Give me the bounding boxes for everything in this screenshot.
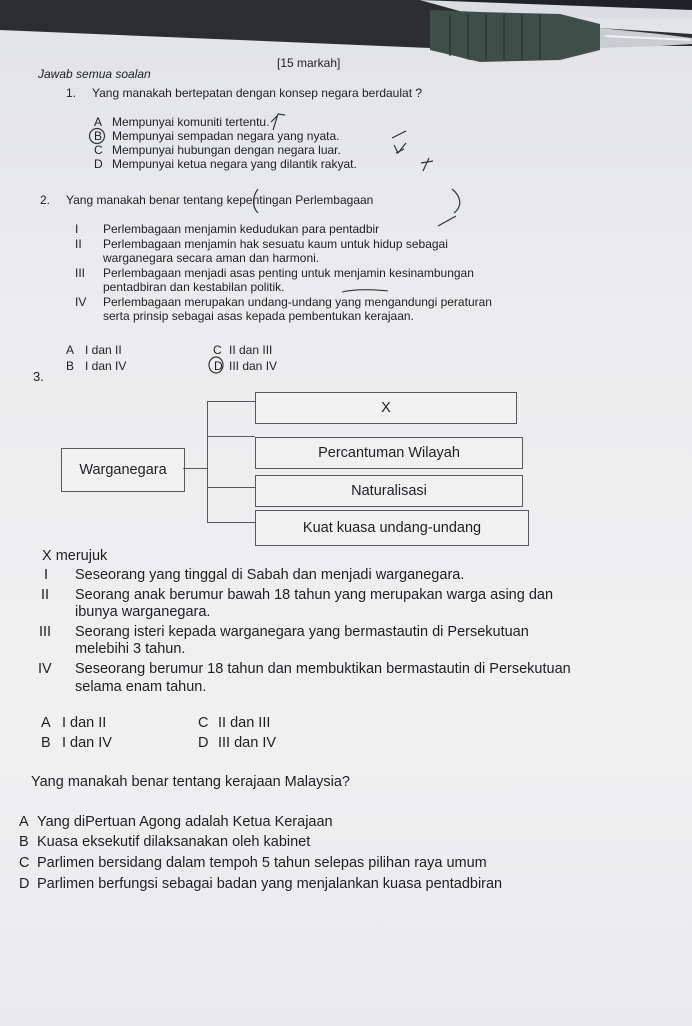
- diagram-branch-percantuman: Percantuman Wilayah: [255, 437, 523, 469]
- instruction-text: Jawab semua soalan: [38, 67, 151, 81]
- q4-option-a-letter: A: [19, 814, 29, 830]
- q4-question: Yang manakah benar tentang kerajaan Malaysia?: [31, 774, 350, 790]
- q3-statement-2-line1: Seorang anak berumur bawah 18 tahun yang merupakan warga asing dan: [75, 587, 554, 603]
- diagram-branch-x: X: [255, 392, 517, 424]
- q3-choice-c: II dan III: [218, 715, 271, 731]
- q2-question: Yang manakah benar tentang kepentingan Perlembagaan: [66, 193, 374, 207]
- q3-choice-b-letter: B: [41, 735, 51, 751]
- q1-option-c-letter: C: [94, 143, 103, 157]
- q4-option-d-letter: D: [19, 876, 30, 892]
- q3-statement-3-line2: melebihi 3 tahun.: [75, 641, 186, 657]
- q2-statement-4-line2: serta prinsip sebagai asas kepada pembentukan kerajaan.: [103, 309, 414, 323]
- q2-statement-4-num: IV: [75, 295, 87, 309]
- q3-choice-a: I dan II: [62, 715, 107, 731]
- q2-statement-3-line1: Perlembagaan menjadi asas penting untuk menjamin kesinambungan: [103, 266, 474, 280]
- diagram-arrow: [207, 487, 255, 488]
- q3-statement-1: Seseorang yang tinggal di Sabah dan menjadi warganegara.: [75, 567, 465, 583]
- q3-number: 3.: [33, 369, 44, 384]
- q3-statement-2-line2: ibunya warganegara.: [75, 604, 211, 620]
- tick-mark-icon: [418, 155, 436, 173]
- q2-choice-c: II dan III: [229, 343, 273, 357]
- q2-choice-b-letter: B: [66, 359, 75, 373]
- circled-answer-icon: [88, 127, 106, 145]
- diagram-arrow: [207, 522, 255, 523]
- diagram-root-warganegara: [61, 448, 185, 492]
- diagram-root-label: Warganegara: [79, 462, 167, 478]
- diagram-arrow: [207, 401, 255, 402]
- q3-statement-3-num: III: [39, 624, 52, 640]
- q2-statement-4-line1: Perlembagaan merupakan undang-undang yang mengandungi peraturan: [103, 295, 492, 309]
- q1-question: Yang manakah bertepatan dengan konsep negara berdaulat ?: [92, 86, 423, 100]
- tick-mark-icon: [436, 214, 458, 234]
- q3-choice-d-letter: D: [198, 735, 209, 751]
- circled-answer-icon: [207, 355, 225, 375]
- q3-statement-3-line1: Seorang isteri kepada warganegara yang bermastautin di Persekutuan: [75, 624, 529, 640]
- diagram-arrow: [207, 436, 255, 437]
- q2-statement-2-num: II: [75, 237, 82, 251]
- q2-choice-a-letter: A: [66, 343, 75, 357]
- q2-choice-d: III dan IV: [229, 359, 278, 373]
- q3-statement-4-num: IV: [38, 661, 52, 677]
- q2-choice-b: I dan IV: [85, 359, 127, 373]
- q4-option-b-letter: B: [19, 834, 29, 850]
- q1-option-d: Mempunyai ketua negara yang dilantik rakyat.: [112, 157, 357, 171]
- q3-choice-a-letter: A: [41, 715, 51, 731]
- diagram-branch-kuat-kuasa: Kuat kuasa undang-undang: [255, 510, 529, 546]
- q2-statement-1-num: I: [75, 222, 79, 236]
- q4-option-c: Parlimen bersidang dalam tempoh 5 tahun selepas pilihan raya umum: [37, 855, 487, 871]
- q2-number: 2.: [40, 193, 51, 207]
- q4-option-b: Kuasa eksekutif dilaksanakan oleh kabinet: [37, 834, 311, 850]
- q3-choice-d: III dan IV: [218, 735, 277, 751]
- q2-statement-2-line2: warganegara secara aman dan harmoni.: [103, 251, 320, 265]
- tick-mark-icon: [390, 128, 408, 142]
- q2-statement-3-line2: pentadbiran dan kestabilan politik.: [103, 280, 285, 294]
- q2-statement-3-num: III: [75, 266, 86, 280]
- q3-statement-4-line2: selama enam tahun.: [75, 679, 207, 695]
- q1-option-d-letter: D: [94, 157, 103, 171]
- q4-option-d: Parlimen berfungsi sebagai badan yang menjalankan kuasa pentadbiran: [37, 876, 503, 892]
- underline-mark: [340, 286, 390, 296]
- q3-choice-b: I dan IV: [62, 735, 112, 751]
- diagram-branch-naturalisasi: Naturalisasi: [255, 475, 523, 507]
- q3-choice-c-letter: C: [198, 715, 209, 731]
- q3-prompt: X merujuk: [42, 548, 108, 564]
- diagram-spine: [207, 401, 208, 523]
- q3-statement-1-num: I: [44, 567, 49, 583]
- q4-option-c-letter: C: [19, 855, 30, 871]
- diagram-connector: [183, 468, 208, 469]
- q1-option-c: Mempunyai hubungan dengan negara luar.: [112, 143, 341, 157]
- q3-statement-2-num: II: [41, 587, 50, 603]
- q2-statement-2-line1: Perlembagaan menjamin hak sesuatu kaum untuk hidup sebagai: [103, 237, 448, 251]
- tick-mark-icon: [268, 112, 288, 132]
- q1-number: 1.: [66, 86, 77, 100]
- q1-option-b-letter: B: [94, 129, 103, 143]
- pen-icon: [0, 0, 692, 62]
- q1-option-b: Mempunyai sempadan negara yang nyata.: [112, 129, 340, 143]
- q2-choice-a: I dan II: [85, 343, 122, 357]
- q2-statement-1: Perlembagaan menjamin kedudukan para pentadbir: [103, 222, 380, 236]
- circled-answer-icon: [252, 187, 462, 215]
- q1-option-a: Mempunyai komuniti tertentu.: [112, 115, 270, 129]
- q4-option-a: Yang diPertuan Agong adalah Ketua Kerajaan: [37, 814, 333, 830]
- q3-statement-4-line1: Seseorang berumur 18 tahun dan membuktikan bermastautin di Persekutuan: [75, 661, 571, 677]
- q2-choice-d-letter: D: [214, 359, 223, 373]
- q2-choice-c-letter: C: [213, 343, 222, 357]
- tick-mark-icon: [392, 141, 408, 157]
- q1-option-a-letter: A: [94, 115, 103, 129]
- marks-label: [15 markah]: [277, 56, 341, 70]
